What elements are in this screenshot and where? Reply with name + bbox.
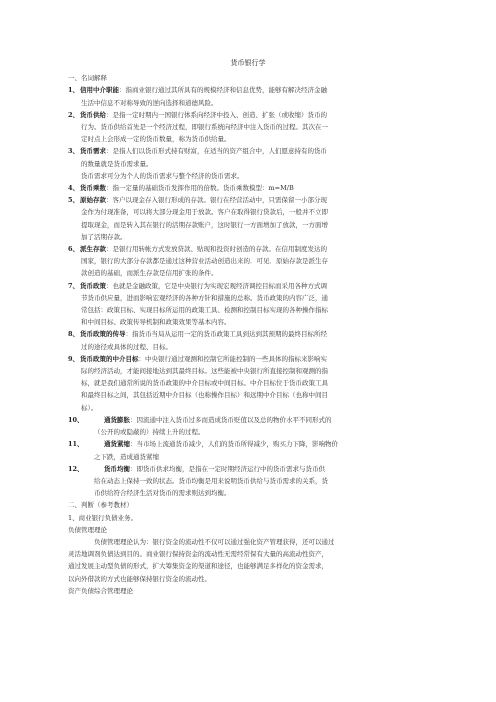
definition-line: 币供给符合经济生活对货币的需求则达到均衡。 xyxy=(94,489,231,498)
definition-text: ：客户以现金存入银行形成的存款。银行在经营活动中，只需保留一小部分现 xyxy=(106,196,327,205)
paragraph-line: 负债管理理论认为：银行资金的流动性不仅可以通过强化资产管理获得，还可以通过 xyxy=(94,537,335,546)
definition-text: ：是指人们以货币形式持有财富，在适当的资产组合中，人们愿意持有的货币 xyxy=(106,147,327,156)
definition-item xyxy=(68,182,428,194)
definition-line: 定时点上会形成一定的货币数量，称为货币供给量。 xyxy=(81,135,231,144)
definition-line: 的数量就是货币需求量。 xyxy=(81,159,153,168)
definition-term: 派生存款 xyxy=(80,245,106,254)
definition-line: 给在动态上保持一致的状态。货币均衡是用来说明货币供给与货币需求的关系，货 xyxy=(94,476,328,485)
definition-first-line xyxy=(68,463,428,475)
definition-first-line xyxy=(68,414,428,426)
definition-line: 生活中信息不对称导致的逆向选择和道德风险。 xyxy=(81,98,218,107)
definition-first-line xyxy=(68,194,428,206)
definition-text: ：因流通中注入货币过多而造成货币贬值以及总的物价水平不同形式的 xyxy=(130,415,332,424)
definition-line: 提取现金，而是转入其在银行的活期存款账户，这时银行一方面增加了放款，一方面增 xyxy=(81,220,328,229)
definition-text: ：是银行用转帐方式发放贷款、贴现和投资时创造的存款。在信用制度发达的 xyxy=(106,245,327,254)
definition-line: 际的经济活动，才能间接地达到其最终目标。这些能被中央银行所直接控制和观测的指 xyxy=(81,367,328,376)
definition-text: ：当市场上流通货币减少，人们的货币所得减少，购买力下降，影响物价 xyxy=(130,440,338,449)
definition-term: 信用中介职能 xyxy=(80,86,119,95)
judgement-tail-heading: 资产负债综合管理理论 xyxy=(68,586,133,595)
definition-line: 金作为付现准备，可以将大部分现金用于放款。客户在取得银行贷款后，一般并不立即 xyxy=(81,208,328,217)
definition-number: 7、 xyxy=(68,281,80,290)
definition-term: 货币乘数 xyxy=(80,184,106,193)
definition-text: ：是指一定时期内一国银行体系向经济中投入、创造、扩张（或收缩）货币的 xyxy=(106,110,327,119)
definition-text: ：中央银行通过观测和控制它所能控制的一些具体的指标来影响实 xyxy=(138,354,327,363)
definition-number: 8、 xyxy=(68,330,80,339)
paragraph-line: 通过发展主动型负债的形式，扩大筹集资金的渠道和途径，也能够满足多样化的资金需求， xyxy=(68,562,328,571)
definition-term: 通货膨胀 xyxy=(104,415,130,424)
definition-text: ：指一定量的基础货币发挥作用的倍数。货币乘数模型：m=M/B xyxy=(106,184,294,193)
definition-number: 4、 xyxy=(68,184,80,193)
definition-number: 5、 xyxy=(68,196,80,205)
page-title: 货币银行学 xyxy=(230,59,266,67)
definition-term: 通货紧缩 xyxy=(104,440,130,449)
section-heading-judgement: 二、判断（参考教材） xyxy=(68,501,133,510)
definition-line: 过的途径或具体的过程、目标。 xyxy=(81,342,172,351)
definition-text: ：指商业银行通过其所具有的规模经济和信息优势，能够有解决经济金融 xyxy=(119,86,327,95)
definition-first-line xyxy=(68,280,428,292)
definition-first-line xyxy=(68,145,428,157)
definition-line: 标）。 xyxy=(81,403,98,412)
definition-item xyxy=(68,84,428,108)
paragraph-line: 以向外借款的方式也能够保持银行资金的流动性。 xyxy=(68,574,211,583)
paragraph-line: 灵活地调剂负债达到目的。商业银行保持资金的流动性无需经常保有大量的高流动性资产， xyxy=(68,550,328,559)
definition-first-line xyxy=(68,353,428,365)
definition-item xyxy=(68,463,428,500)
definition-first-line xyxy=(68,109,428,121)
definition-item xyxy=(68,243,428,280)
definition-line: 国家，银行的大部分存款都是通过这种营业活动创造出来的．可见．原始存款是派生存 xyxy=(81,257,328,266)
definition-list xyxy=(68,84,428,413)
definition-first-line xyxy=(68,243,428,255)
definition-line: 标，就是我们通常所说的货币政策的中介目标或中间目标。中介目标位于货币政策工具 xyxy=(81,379,328,388)
definition-term: 货币均衡 xyxy=(104,464,130,473)
definition-number: 12、 xyxy=(68,464,84,473)
definition-item xyxy=(68,145,428,182)
definition-term: 原始存款 xyxy=(80,196,106,205)
definition-term: 货币需求 xyxy=(80,147,106,156)
definition-line: 之下跌，造成通货紧缩 xyxy=(94,452,159,461)
definition-number: 11、 xyxy=(68,440,84,449)
section-heading-definitions: 一、名词解释 xyxy=(68,74,107,83)
definition-item xyxy=(68,438,428,462)
definition-text: ：即货币供求均衡，是指在一定时期经济运行中的货币需求与货币供 xyxy=(130,464,325,473)
definition-number: 9、 xyxy=(68,354,80,363)
definition-item xyxy=(68,414,428,438)
definition-item xyxy=(68,194,428,243)
definition-number: 1、 xyxy=(68,86,80,95)
definition-first-line xyxy=(68,84,428,96)
definition-list-continued xyxy=(68,414,428,499)
definition-term: 货币政策 xyxy=(80,281,106,290)
definition-line: （公开的或隐蔽的）持续上升的过程。 xyxy=(94,428,205,437)
definition-item xyxy=(68,109,428,146)
definition-number: 3、 xyxy=(68,147,80,156)
definition-line: 款创造的基础，而派生存款是信用扩张的条件。 xyxy=(81,269,218,278)
definition-term: 货币政策的中介目标 xyxy=(80,354,139,363)
definition-text: ：指货币当局从运用一定的货币政策工具到达到其预期的最终目标所经 xyxy=(125,330,327,339)
definition-item xyxy=(68,353,428,414)
definition-line: 常包括：政策目标、实现目标所运用的政策工具、检测和控制目标实现的各种操作指标 xyxy=(81,306,328,315)
judgement-item-1: 1、商业银行负债业务。 xyxy=(68,513,138,522)
judgement-subheading: 负债管理理论 xyxy=(68,525,107,534)
definition-first-line xyxy=(68,182,428,194)
definition-term: 货币供给 xyxy=(80,110,106,119)
definition-number: 6、 xyxy=(68,245,80,254)
definition-item xyxy=(68,280,428,329)
definition-number: 10、 xyxy=(68,415,84,424)
definition-line: 行为。货币供给首先是一个经济过程，即银行系统向经济中注入货币的过程。其次在一 xyxy=(81,123,328,132)
definition-line: 和最终目标之间，其包括近期中介目标（也称操作目标）和远期中介目标（也称中间目 xyxy=(81,391,328,400)
definition-first-line xyxy=(68,328,428,340)
definition-line: 加了活期存款。 xyxy=(81,232,127,241)
judgement-paragraph xyxy=(68,536,428,585)
definition-line: 货币需求可分为个人的货币需求与整个经济的货币需求。 xyxy=(81,171,244,180)
definition-first-line xyxy=(68,438,428,450)
definition-item xyxy=(68,328,428,352)
definition-number: 2、 xyxy=(68,110,80,119)
definition-line: 和中间目标、政策传导机制和政策效果等基本内容。 xyxy=(81,318,231,327)
definition-term: 货币政策的传导 xyxy=(80,330,126,339)
definition-line: 节货币供应量，进而影响宏观经济的各种方针和措施的总称。货币政策的内容广泛，通 xyxy=(81,293,328,302)
definition-text: ：也就是金融政策，它是中央银行为实现宏观经济调控目标而采用各种方式调 xyxy=(106,281,327,290)
